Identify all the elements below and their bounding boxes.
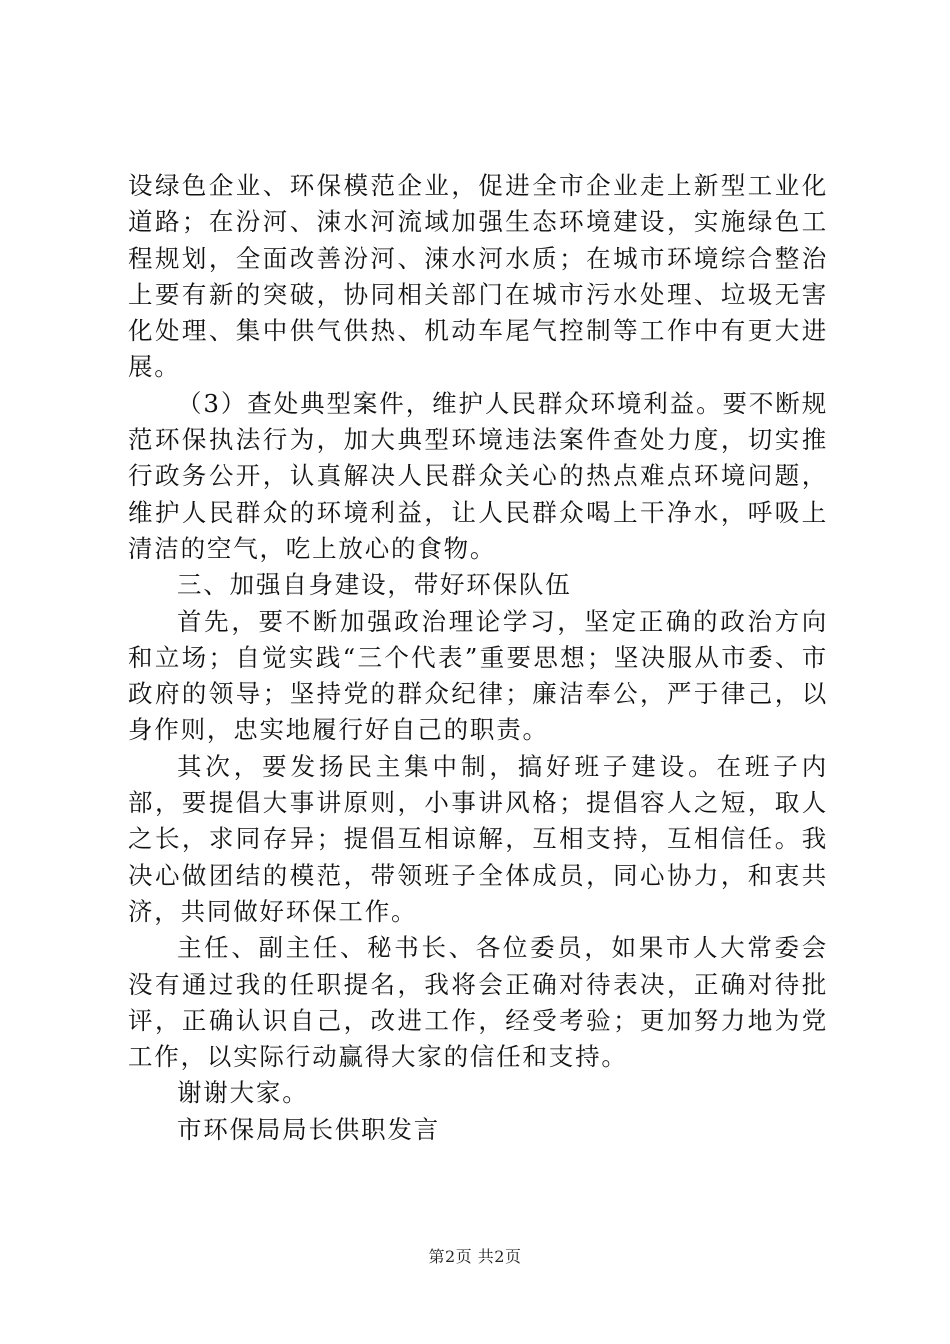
paragraph-title-line: 市环保局局长供职发言 bbox=[177, 1114, 440, 1144]
paragraph-continuation: 设绿色企业、环保模范企业，促进全市企业走上新型工业化道路；在汾河、涑水河流域加强生态环境建设，实施绿色工程规划，全面改善汾河、涑水河水质；在城市环境综合整治上要有新的突破，协同相关部门在城市污水处理、垃圾无害化处理、集中供气供热、机动车尾气控制等工作中有更大进展。 bbox=[128, 171, 828, 382]
paragraph-closing: 主任、副主任、秘书长、各位委员，如果市人大常委会没有通过我的任职提名，我将会正确对待表决，正确对待批评，正确认识自己，改进工作，经受考验；更加努力地为党工作，以实际行动赢得大家的信任和支持。 bbox=[128, 933, 828, 1072]
document-body bbox=[128, 168, 828, 1148]
paragraph-item-3: （3）查处典型案件，维护人民群众环境利益。要不断规范环保执法行为，加大典型环境违法案件查处力度，切实推行政务公开，认真解决人民群众关心的热点难点环境问题，维护人民群众的环境利益，让人民群众喝上干净水，呼吸上清洁的空气，吃上放心的食物。 bbox=[128, 388, 828, 563]
paragraph-first: 首先，要不断加强政治理论学习，坚定正确的政治方向和立场；自觉实践“三个代表”重要思想；坚决服从市委、市政府的领导；坚持党的群众纪律；廉洁奉公，严于律己，以身作则，忠实地履行好自己的职责。 bbox=[128, 606, 828, 745]
section-heading-3: 三、加强自身建设，带好环保队伍 bbox=[177, 570, 572, 600]
paragraph-thanks: 谢谢大家。 bbox=[177, 1078, 309, 1108]
paragraph-second: 其次，要发扬民主集中制，搞好班子建设。在班子内部，要提倡大事讲原则，小事讲风格；提倡容人之短，取人之长，求同存异；提倡互相谅解，互相支持，互相信任。我决心做团结的模范，带领班子全体成员，同心协力，和衷共济，共同做好环保工作。 bbox=[128, 751, 828, 926]
page-number-footer: 第2页 共2页 bbox=[428, 1247, 522, 1266]
